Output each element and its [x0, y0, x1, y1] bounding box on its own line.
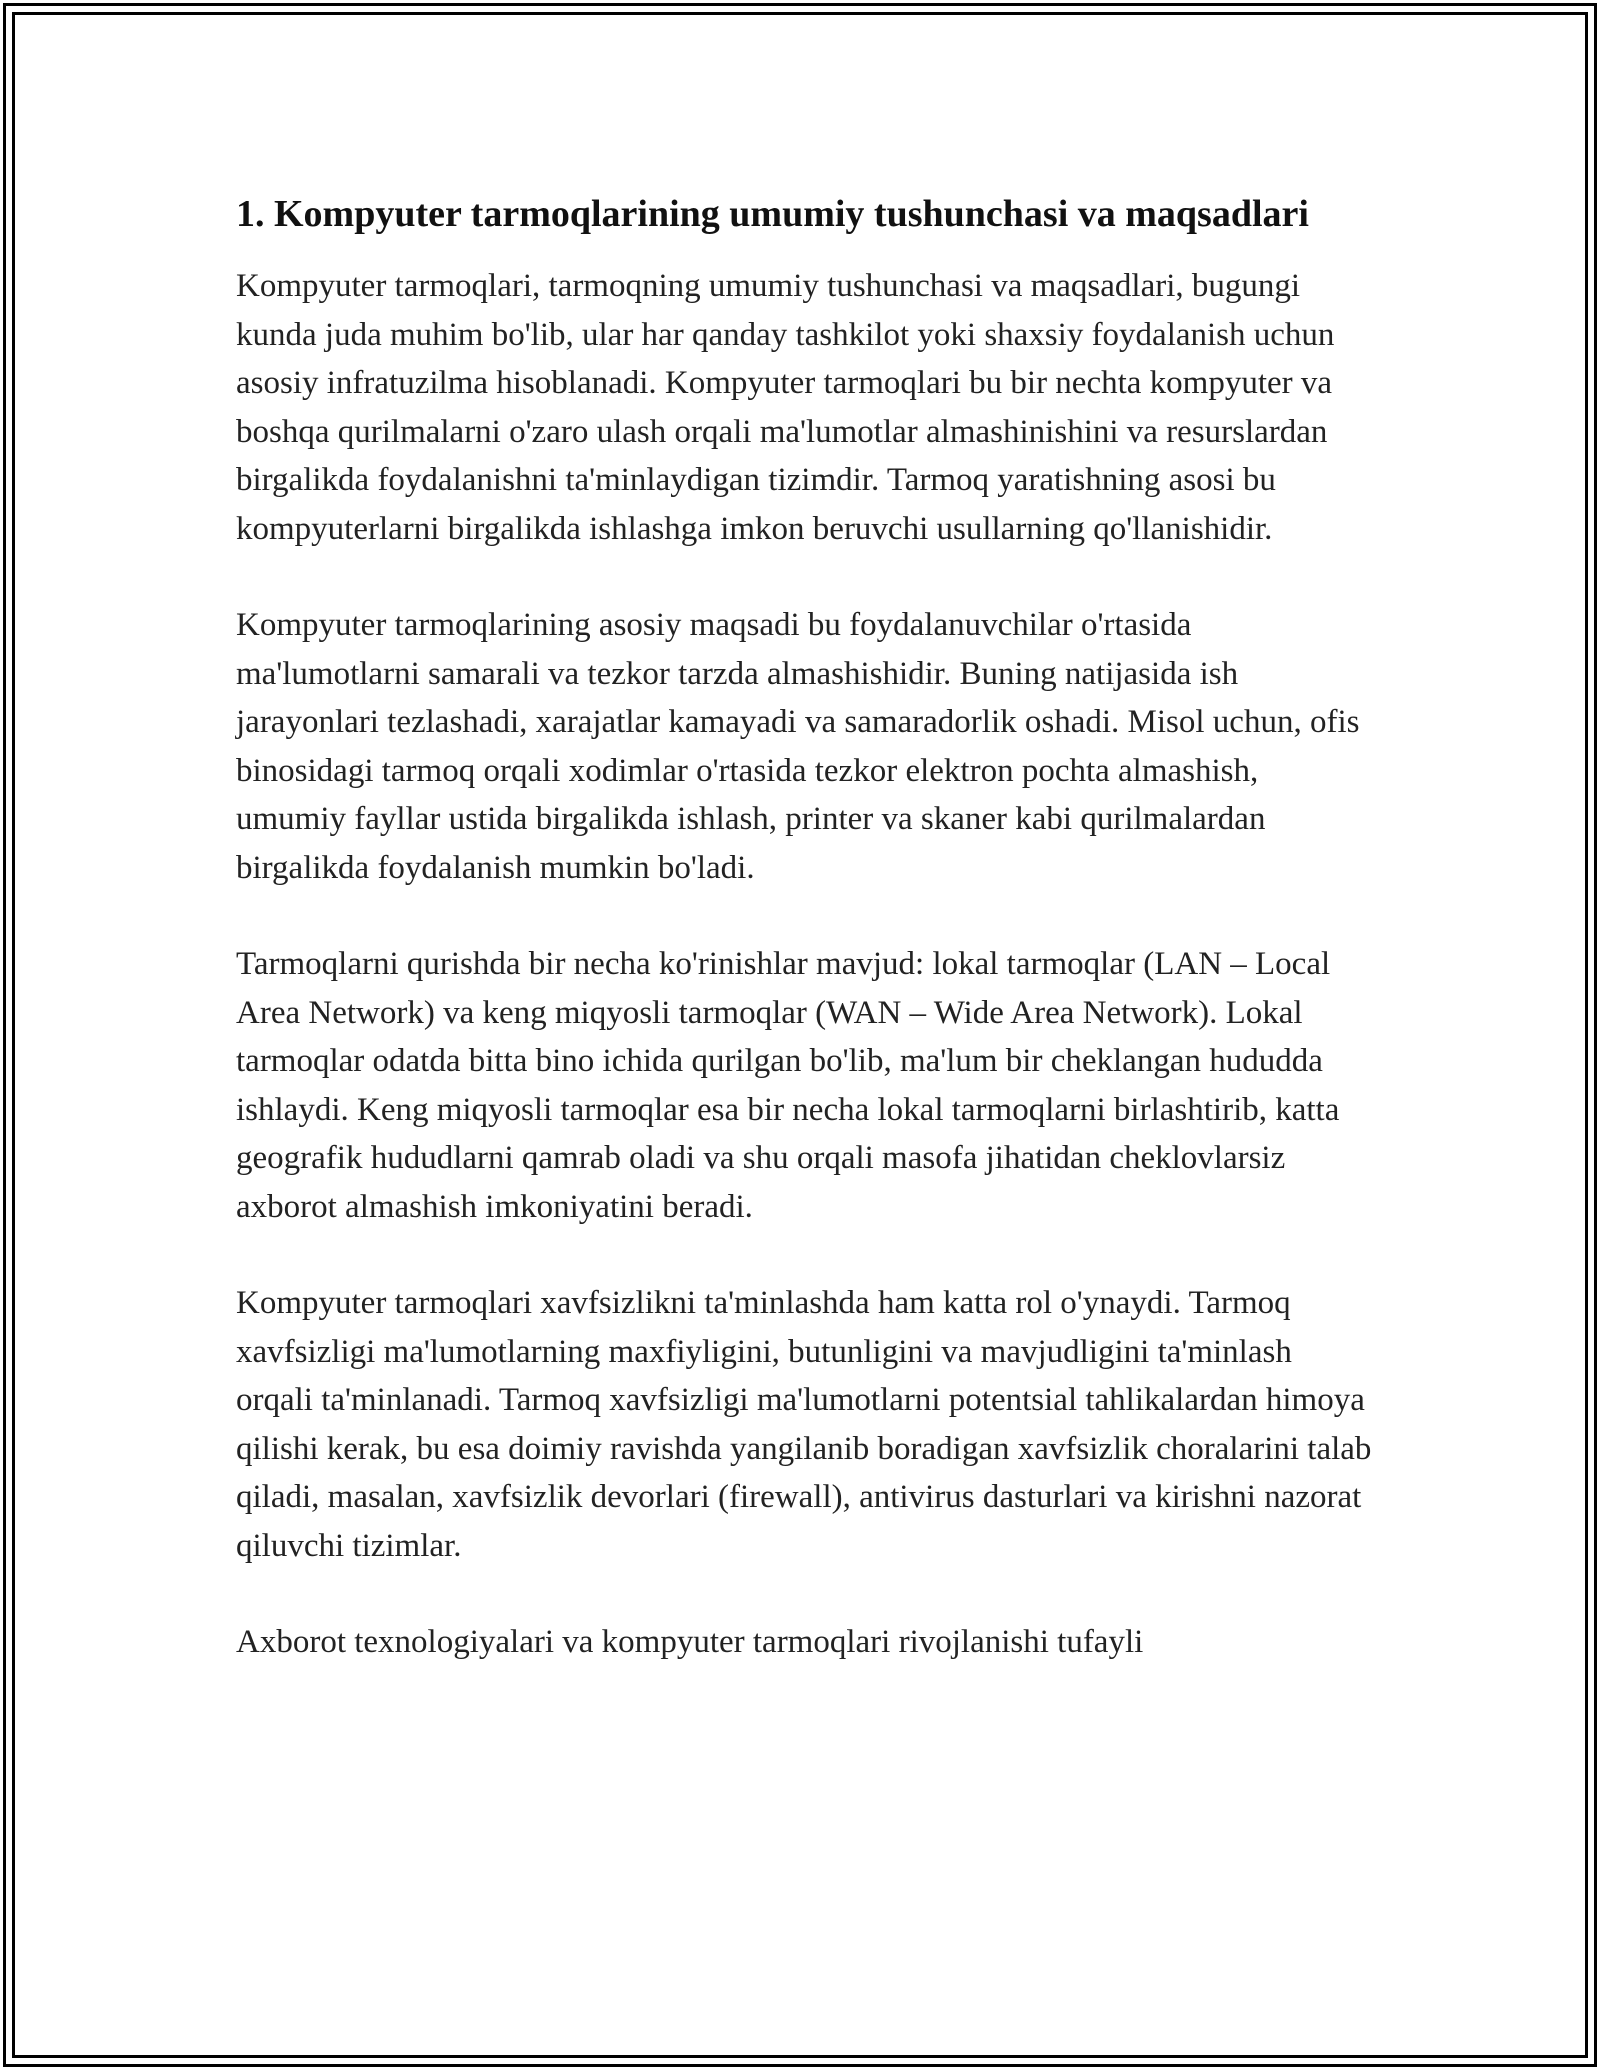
paragraph-3: Tarmoqlarni qurishda bir necha ko'rinishlar mavjud: lokal tarmoqlar (LAN – Local Area Network) va keng miqyosli tarmoqlar (WAN – Wide Area Network). Lokal tarmoqlar odatda bitta bino ichida qurilgan bo'lib, ma'lum bir cheklangan hududda ishlaydi. Keng miqyosli tarmoqlar esa bir necha lokal tarmoqlarni birlashtirib, katta geografik hududlarni qamrab oladi va shu orqali masofa jihatidan cheklovlarsiz axborot almashish imkoniyatini beradi. [236, 946, 1340, 1225]
paragraph-1: Kompyuter tarmoqlari, tarmoqning umumiy tushunchasi va maqsadlari, bugungi kunda juda muhim bo'lib, ular har qanday tashkilot yoki shaxsiy foydalanish uchun asosiy infratuzilma hisoblanadi. Kompyuter tarmoqlari bu bir nechta kompyuter va boshqa qurilmalarni o'zaro ulash orqali ma'lumotlar almashinishini va resurslardan birgalikda foydalanishni ta'minlaydigan tizimdir. Tarmoq yaratishning asosi bu kompyuterlarni birgalikda ishlashga imkon beruvchi usullarning qo'llanishidir. [236, 268, 1335, 547]
paragraph-5: Axborot texnologiyalari va kompyuter tarmoqlari rivojlanishi tufayli [236, 1624, 1144, 1660]
document-content [236, 186, 1376, 1715]
section-heading: 1. Kompyuter tarmoqlarining umumiy tushunchasi va maqsadlari [236, 193, 1309, 235]
paragraph-2: Kompyuter tarmoqlarining asosiy maqsadi bu foydalanuvchilar o'rtasida ma'lumotlarni samarali va tezkor tarzda almashishidir. Buning natijasida ish jarayonlari tezlashadi, xarajatlar kamayadi va samaradorlik oshadi. Misol uchun, ofis binosidagi tarmoq orqali xodimlar o'rtasida tezkor elektron pochta almashish, umumiy fayllar ustida birgalikda ishlash, printer va skaner kabi qurilmalardan birgalikda foydalanish mumkin bo'ladi. [236, 607, 1360, 886]
paragraph-4: Kompyuter tarmoqlari xavfsizlikni ta'minlashda ham katta rol o'ynaydi. Tarmoq xavfsizligi ma'lumotlarning maxfiyligini, butunligini va mavjudligini ta'minlash orqali ta'minlanadi. Tarmoq xavfsizligi ma'lumotlarni potentsial tahlikalardan himoya qilishi kerak, bu esa doimiy ravishda yangilanib boradigan xavfsizlik choralarini talab qiladi, masalan, xavfsizlik devorlari (firewall), antivirus dasturlari va kirishni nazorat qiluvchi tizimlar. [236, 1285, 1372, 1564]
